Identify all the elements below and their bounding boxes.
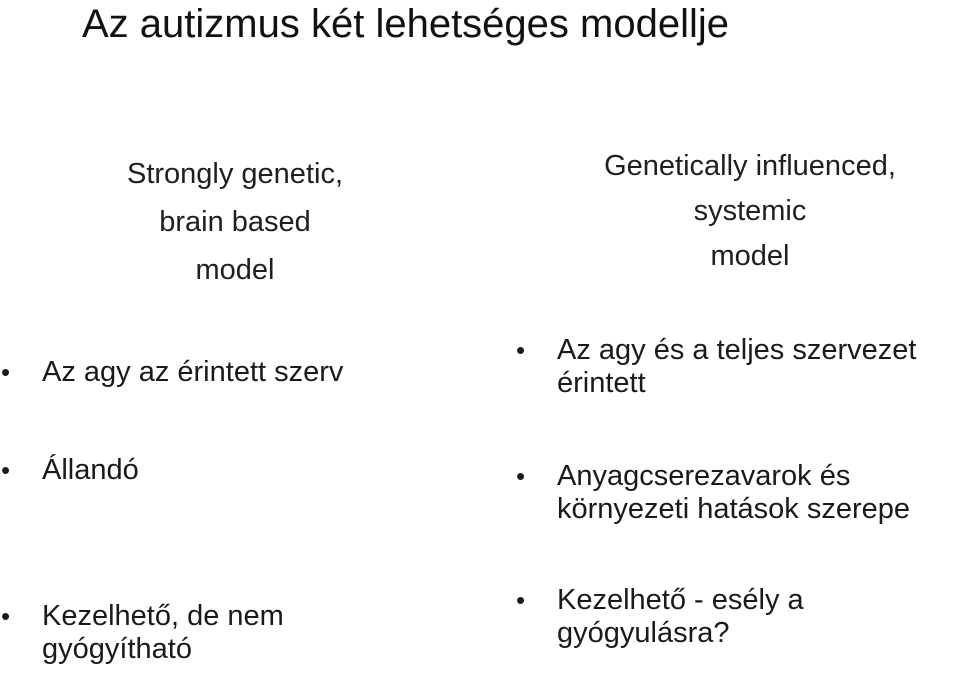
right-heading-line: systemic <box>693 195 807 227</box>
bullet-text: érintett <box>557 367 646 399</box>
left-heading-line: Strongly genetic, <box>126 158 343 190</box>
right-bullet-item <box>516 584 804 650</box>
bullet-text: Állandó <box>42 454 139 486</box>
left-heading-line: model <box>195 254 275 286</box>
left-heading-line: brain based <box>159 206 311 238</box>
bullet-text: környezeti hatások szerepe <box>557 493 911 525</box>
bullet-text: Az agy és a teljes szervezet <box>557 334 917 366</box>
right-bullet-item <box>516 460 911 526</box>
right-bullet-item <box>516 334 917 400</box>
bullet-icon: • <box>516 461 526 491</box>
bullet-text: Anyagcserezavarok és <box>557 460 851 492</box>
bullet-icon: • <box>1 455 11 485</box>
bullet-icon: • <box>1 357 11 387</box>
bullet-icon: • <box>1 601 11 631</box>
right-heading-line: model <box>710 240 790 272</box>
bullet-text: Kezelhető - esély a <box>557 584 804 616</box>
slide-title: Az autizmus két lehetséges modellje <box>82 2 729 46</box>
bullet-text: gyógyulásra? <box>557 617 730 649</box>
right-model-heading <box>560 144 940 279</box>
bullet-text: gyógyítható <box>42 633 192 665</box>
right-heading-line: Genetically influenced, <box>604 150 896 182</box>
bullet-text: Kezelhető, de nem <box>42 600 284 632</box>
bullet-text: Az agy az érintett szerv <box>42 356 344 388</box>
left-bullet-item <box>1 600 284 666</box>
bullet-icon: • <box>516 585 526 615</box>
left-bullet-item <box>1 356 344 389</box>
bullet-icon: • <box>516 335 526 365</box>
left-model-heading <box>90 150 380 294</box>
left-bullet-item <box>1 454 139 487</box>
